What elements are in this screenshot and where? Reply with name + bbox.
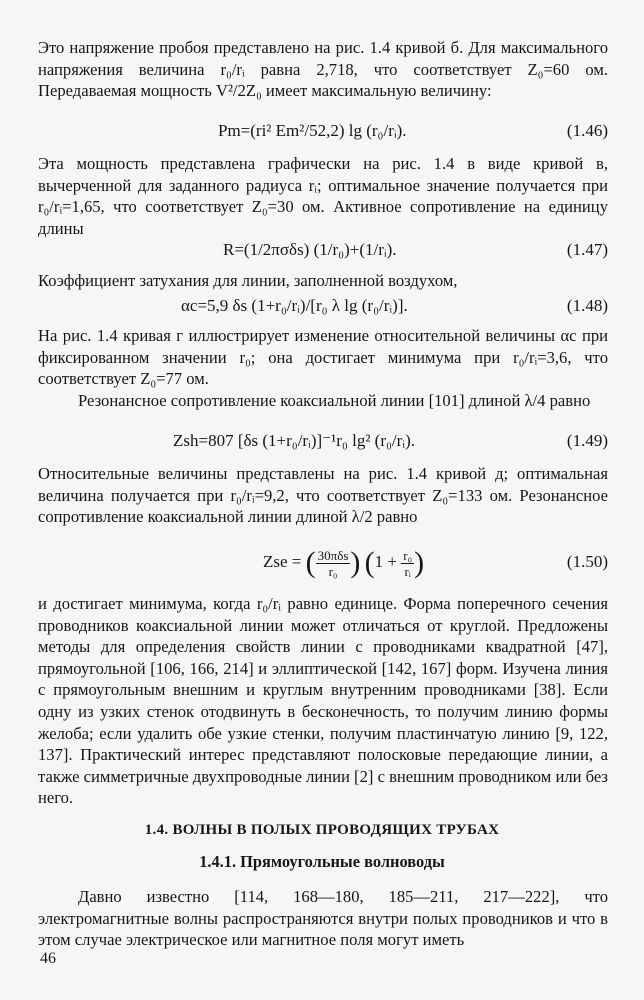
paragraph-cross-section: и достигает минимума, когда r₀/rᵢ равно единице. Форма поперечного сечения проводников коаксиальной линии может отличаться от круглой. Предложены методы для определения свойств линии с проводниками квадратной [47], прямоугольной [106, 166, 214] и эллиптической [142, 167] форм. Изучена линия с прямоугольным внешним и круглым внутренним проводниками [38]. Если одну из узких стенок отодвинуть в бесконечность, то получим линию формы желоба; если удалить обе узкие стенки, получим пластинчатую линию [9, 122, 137]. Практический интерес представляют полосковые передающие линии, а также симметричные двухпроводные линии [2] с внешним проводником или без него. (38, 594, 608, 808)
paragraph-curve-g: На рис. 1.4 кривая г иллюстрирует изменение относительной величины αc при фиксированном значении r₀; она достигает минимума при r₀/rᵢ=3,6, что соответствует Z₀=77 ом. (38, 326, 608, 389)
equation-1-47-formula: R=(1/2πσδs) (1/r₀)+(1/rᵢ). (223, 240, 397, 259)
equation-1-48 (38, 293, 608, 319)
equation-1-50-one-plus: 1 + (374, 552, 397, 571)
equation-1-50 (38, 537, 608, 587)
equation-1-46 (38, 118, 608, 144)
equation-1-50-numerator-2: r₀ (403, 547, 413, 563)
paragraph-attenuation: Коэффициент затухания для линии, заполненной воздухом, (38, 271, 458, 290)
equation-number-1-46: (1.46) (566, 121, 608, 140)
equation-1-47 (38, 237, 608, 263)
equation-1-46-formula: Pm=(ri² Em²/52,2) lg (r₀/rᵢ). (218, 121, 407, 140)
subsection-heading: 1.4.1. Прямоугольные волноводы (199, 852, 445, 871)
equation-number-1-50: (1.50) (566, 552, 608, 571)
equation-1-50-numerator: 30πδs (317, 547, 349, 563)
equation-number-1-48: (1.48) (566, 296, 608, 315)
equation-1-49-formula: Zsh=807 [δs (1+r₀/rᵢ)]⁻¹r₀ lg² (r₀/rᵢ). (173, 431, 416, 450)
page-number: 46 (40, 950, 56, 967)
paragraph-breakdown-voltage: Это напряжение пробоя представлено на рис. 1.4 кривой б. Для максимального напряжения величина r₀/rᵢ равна 2,718, что соответствует Z₀=60 ом. Передаваемая мощность V²/2Z₀ имеет максимальную величину: (38, 38, 608, 101)
paragraph-power-graph: Эта мощность представлена графически на рис. 1.4 в виде кривой в, вычерченной для заданного радиуса rᵢ; оптимальное значение получается при r₀/rᵢ=1,65, что соответствует Z₀=30 ом. Активное сопротивление на единицу длины (38, 154, 608, 238)
equation-1-50-denominator: r₀ (328, 563, 338, 579)
paragraph-hollow-conductors: Давно известно [114, 168—180, 185—211, 217—222], что электромагнитные волны распространяются внутри полых проводников и что в этом случае электрическое или магнитное поля могут иметь (38, 887, 608, 950)
equation-1-50-formula: Zse = ( $\frac{\text{30πδs}}{\text{r₀}}$ ) (1 + $\frac{\text{r₀}}{\text{rᵢ}}$ ) (263, 546, 425, 580)
equation-1-49 (38, 428, 608, 454)
equation-1-50-lhs: Zse = (263, 552, 302, 571)
paragraph-curve-d: Относительные величины представлены на рис. 1.4 кривой д; оптимальная величина получается при r₀/rᵢ=9,2, что соответствует Z₀=133 ом. Резонансное сопротивление коаксиальной линии длиной λ/2 равно (38, 464, 608, 527)
section-heading: 1.4. ВОЛНЫ В ПОЛЫХ ПРОВОДЯЩИХ ТРУБАХ (144, 822, 500, 838)
equation-number-1-49: (1.49) (566, 431, 608, 450)
equation-number-1-47: (1.47) (566, 240, 608, 259)
equation-1-48-formula: αc=5,9 δs (1+r₀/rᵢ)/[r₀ λ lg (r₀/rᵢ)]. (181, 296, 408, 315)
paragraph-resonant-quarter: Резонансное сопротивление коаксиальной линии [101] длиной λ/4 равно (78, 391, 591, 410)
equation-1-50-denominator-2: rᵢ (404, 563, 411, 579)
